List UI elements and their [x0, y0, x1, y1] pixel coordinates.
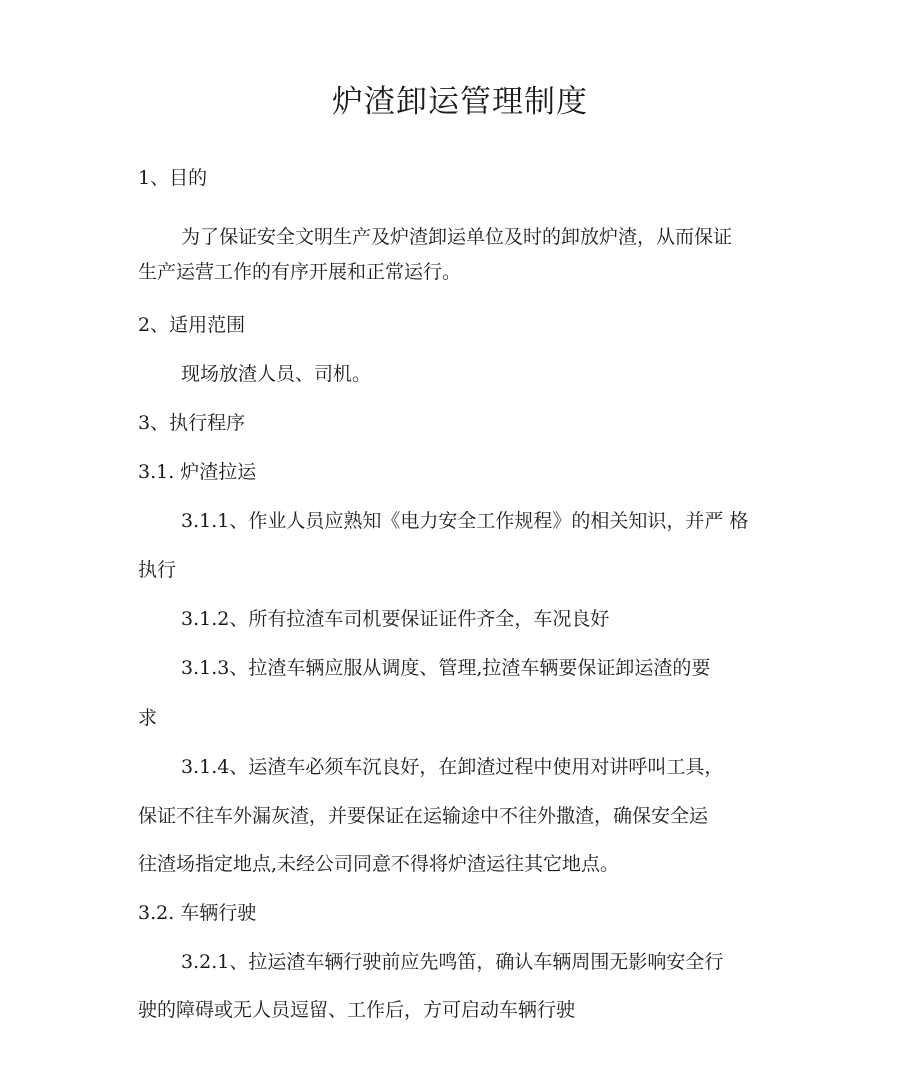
paragraph-line: 保证不往车外漏灰渣，并要保证在运输途中不往外撒渣，确保安全运: [138, 805, 709, 827]
document-title: 炉渣卸运管理制度: [332, 84, 588, 120]
subsection-heading: 3.2. 车辆行驶: [138, 902, 257, 924]
section-heading-procedure: 3、执行程序: [138, 412, 246, 434]
paragraph-line: 求: [138, 707, 158, 729]
subsection-heading: 3.1. 炉渣拉运: [138, 461, 257, 483]
paragraph-line: 为了保证安全文明生产及炉渣卸运单位及时的卸放炉渣，从而保证: [181, 226, 733, 248]
paragraph-line: 3.1.4、运渣车必须车沉良好，在卸渣过程中使用对讲呼叫工具，: [181, 756, 724, 778]
paragraph-line: 现场放渣人员、司机。: [181, 363, 372, 385]
paragraph-line: 3.1.1、作业人员应熟知《电力安全工作规程》的相关知识，并严 格: [181, 510, 749, 532]
paragraph-line: 3.2.1、拉运渣车辆行驶前应先鸣笛，确认车辆周围无影响安全行: [181, 951, 724, 973]
paragraph-line: 3.1.3、拉渣车辆应服从调度、管理,拉渣车辆要保证卸运渣的要: [181, 657, 711, 679]
section-heading-purpose: 1、目的: [138, 167, 208, 189]
paragraph-line: 生产运营工作的有序开展和正常运行。: [138, 261, 462, 283]
section-heading-scope: 2、适用范围: [138, 314, 246, 336]
paragraph-line: 驶的障碍或无人员逗留、工作后，方可启动车辆行驶: [138, 999, 576, 1021]
paragraph-line: 往渣场指定地点,未经公司同意不得将炉渣运往其它地点。: [138, 853, 620, 875]
paragraph-line: 3.1.2、所有拉渣车司机要保证证件齐全，车况良好: [181, 608, 610, 630]
paragraph-line: 执行: [138, 559, 177, 581]
